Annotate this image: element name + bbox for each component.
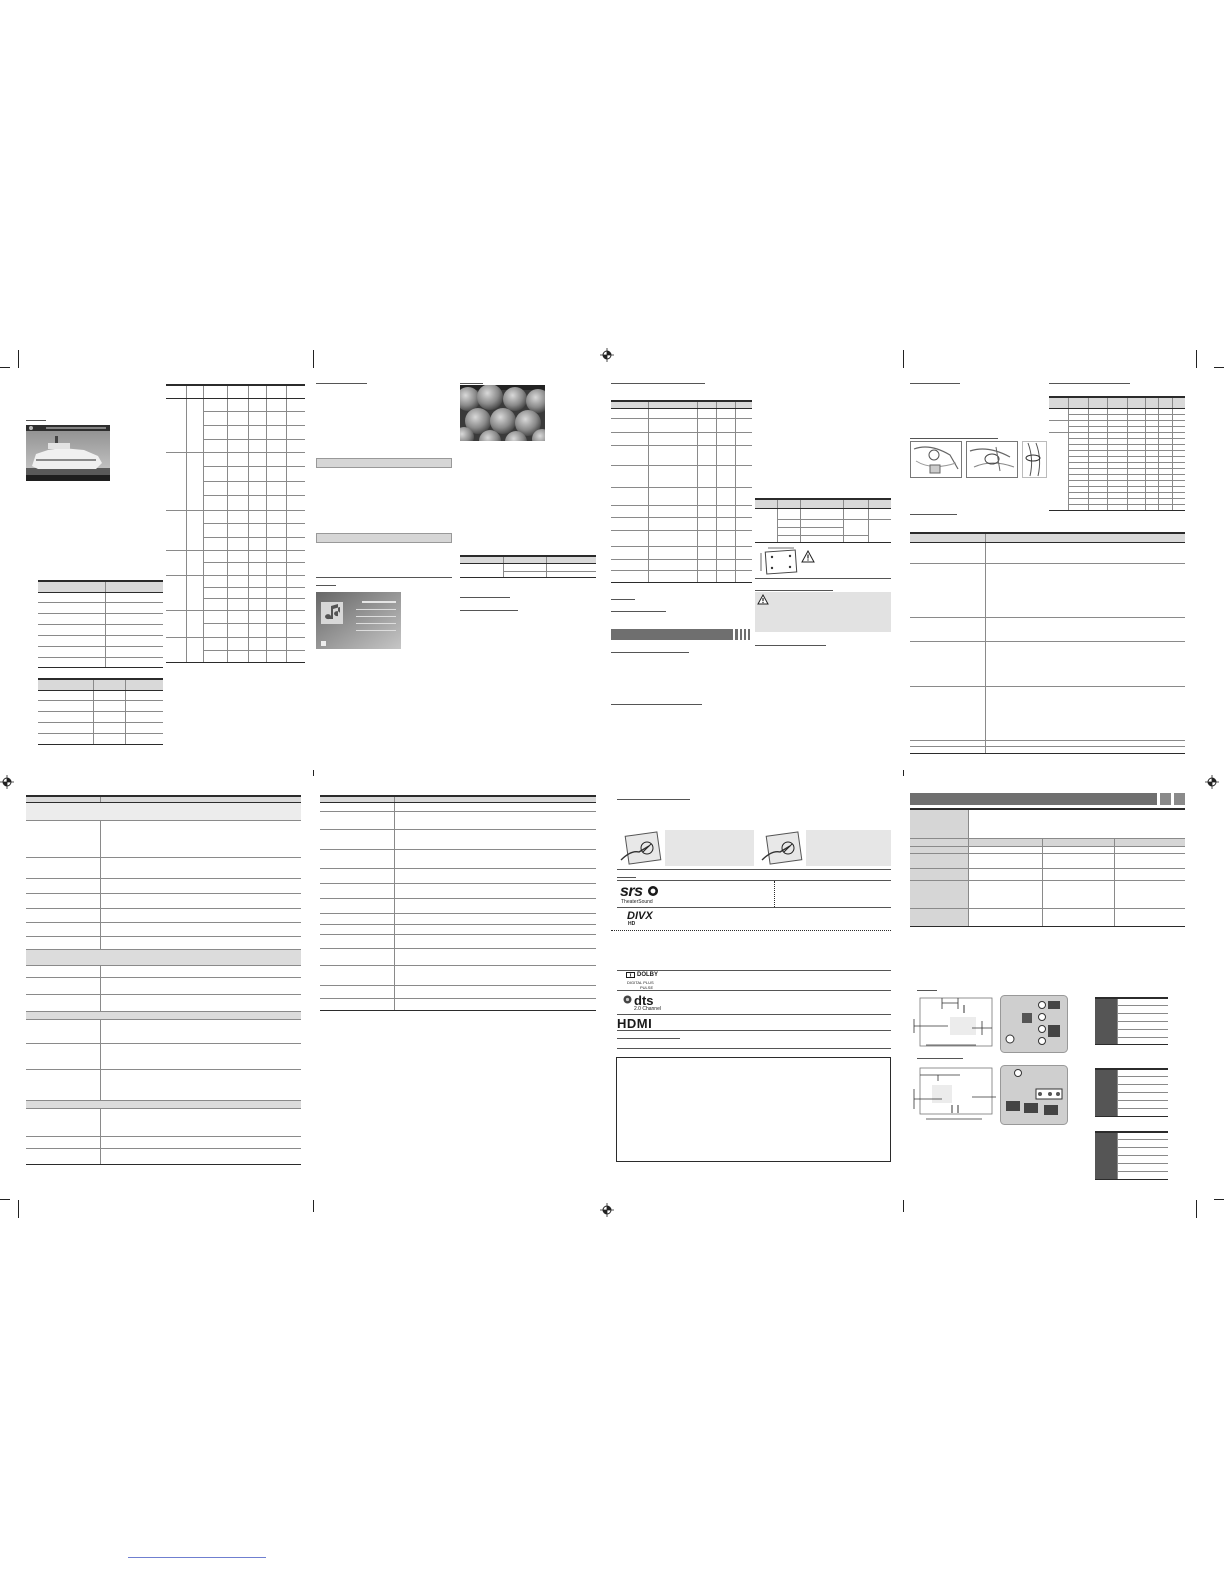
- section-rule: [617, 1014, 891, 1015]
- table-row-rule: [203, 587, 305, 588]
- hdmi-logo-mark: HDMI: [617, 1016, 653, 1031]
- section-heading-underline: [617, 1038, 680, 1039]
- table-top-rule: [755, 498, 891, 500]
- caution-warning-icon: [757, 594, 769, 605]
- table-row-rule: [320, 924, 596, 925]
- table-bottom-rule: [320, 1010, 596, 1011]
- notice-box: [616, 1057, 891, 1162]
- table-column-rule: [716, 400, 717, 583]
- section-heading-underline: [611, 704, 702, 705]
- crop-mark: [903, 350, 904, 368]
- crop-mark: [1214, 367, 1224, 368]
- bottom-left-troubleshooting-table: [26, 795, 301, 1165]
- table-row-rule: [203, 562, 305, 563]
- table-row-rule: [910, 880, 1185, 881]
- table-header-rule: [910, 542, 1185, 543]
- caution-box: [755, 592, 891, 632]
- table-row-rule: [910, 686, 1185, 687]
- table-column-rule: [868, 498, 869, 543]
- table-row-rule: [1068, 474, 1185, 475]
- chapter-title-bar: [910, 793, 1157, 805]
- table-shaded-cell: [1095, 997, 1117, 1045]
- table-row-rule: [320, 934, 596, 935]
- table-row-rule: [38, 613, 163, 614]
- dotted-rule: [611, 930, 891, 931]
- dolby-double-d-icon: [626, 972, 635, 978]
- table-row-rule: [1068, 468, 1185, 469]
- section-rule: [617, 990, 891, 991]
- table-row-rule: [910, 908, 1185, 909]
- table-row-rule: [1117, 1108, 1168, 1109]
- table-column-rule: [1114, 838, 1115, 927]
- table-row-rule: [910, 746, 1185, 747]
- table-row-rule: [1068, 480, 1185, 481]
- table-row-rule: [26, 908, 301, 909]
- table-row-rule: [1068, 456, 1185, 457]
- table-row-rule: [320, 998, 596, 999]
- table-row-rule: [1117, 1147, 1168, 1148]
- section-heading-underline: [917, 990, 937, 991]
- table-row-rule: [38, 657, 163, 658]
- table-row-rule: [503, 571, 596, 572]
- table-top-rule: [910, 532, 1185, 534]
- table-column-rule: [735, 400, 736, 583]
- crop-mark: [313, 1200, 314, 1212]
- chapter-bar-stripe: [740, 629, 742, 640]
- table-row-rule: [38, 711, 163, 712]
- table-column-rule: [648, 400, 649, 583]
- srs-circle-icon: [647, 885, 659, 897]
- table-bottom-rule: [460, 577, 596, 578]
- table-row-rule: [1117, 1013, 1168, 1014]
- table-row-rule: [26, 1019, 301, 1020]
- table-row-rule: [203, 481, 305, 482]
- top-second-small-table: [460, 555, 596, 578]
- dolby-logo-mark: DOLBY: [637, 972, 658, 978]
- table-row-rule: [203, 466, 305, 467]
- section-rule: [755, 578, 891, 579]
- bottom-right-small-table-3: [1095, 1131, 1168, 1180]
- cable-holder-illustration-3: [1022, 441, 1047, 478]
- registration-mark-icon: [0, 775, 14, 789]
- table-bottom-rule: [38, 667, 163, 668]
- table-row-rule: [1068, 414, 1185, 415]
- table-row-rule: [203, 425, 305, 426]
- chapter-bar-block: [1174, 793, 1185, 805]
- table-row-rule: [38, 602, 163, 603]
- table-row-rule: [1117, 1092, 1168, 1093]
- table-row-rule: [26, 1136, 301, 1137]
- crop-mark: [313, 350, 314, 368]
- table-top-rule: [38, 678, 163, 680]
- table-row-rule: [26, 893, 301, 894]
- table-column-rule: [394, 795, 395, 1011]
- table-row-rule: [38, 700, 163, 701]
- table-row-rule: [1068, 504, 1185, 505]
- table-row-rule: [910, 641, 1185, 642]
- table-bottom-rule: [611, 582, 752, 583]
- section-heading-underline: [460, 597, 510, 598]
- section-heading-underline: [910, 383, 960, 384]
- section-heading-underline: [917, 1058, 963, 1059]
- table-top-rule: [1095, 1131, 1168, 1133]
- cruise-ship-photo: [26, 425, 110, 481]
- section-rule: [617, 907, 891, 908]
- crop-mark: [1196, 1200, 1197, 1218]
- table-top-rule: [166, 384, 305, 386]
- table-bottom-rule: [910, 926, 1185, 927]
- table-row-rule: [611, 546, 752, 547]
- table-row-rule: [1068, 462, 1185, 463]
- chapter-title-bar: [611, 629, 733, 640]
- table-row-rule: [320, 868, 596, 869]
- connector-panel-diagram-1: [1000, 995, 1068, 1053]
- table-bottom-rule: [1095, 1179, 1168, 1180]
- table-row-rule: [1068, 438, 1185, 439]
- section-header-bar: [316, 458, 452, 468]
- table-row-rule: [320, 948, 596, 949]
- table-row-rule: [1068, 498, 1185, 499]
- srs-logo-mark: srs: [620, 883, 643, 900]
- table-row-rule: [777, 519, 891, 520]
- table-row-rule: [320, 829, 596, 830]
- table-top-rule: [1049, 396, 1185, 398]
- section-heading-underline: [26, 420, 46, 421]
- top-third-format-table: [611, 400, 752, 583]
- section-heading-underline: [611, 383, 705, 384]
- table-row-rule: [910, 868, 1185, 869]
- apples-photo: [460, 385, 545, 441]
- section-heading-underline: [910, 514, 957, 515]
- table-row-rule: [26, 878, 301, 879]
- table-column-rule: [777, 498, 778, 543]
- table-row-rule: [320, 985, 596, 986]
- section-heading-underline: [316, 383, 367, 384]
- srs-logo-tagline: TheaterSound: [621, 899, 653, 905]
- table-row-rule: [611, 530, 752, 531]
- table-row-rule: [320, 849, 596, 850]
- table-row-rule: [26, 949, 301, 950]
- chapter-bar-stripe: [744, 629, 746, 640]
- section-rule: [617, 1030, 891, 1031]
- table-row-rule: [26, 1100, 301, 1101]
- table-row-rule: [38, 624, 163, 625]
- table-row-rule: [320, 913, 596, 914]
- table-bottom-rule: [755, 542, 891, 543]
- crop-mark: [18, 1200, 19, 1218]
- table-section-band: [26, 1101, 301, 1108]
- table-row-rule: [203, 623, 305, 624]
- table-header-rule: [611, 408, 752, 409]
- table-row-rule: [26, 1148, 301, 1149]
- table-row-rule: [166, 637, 305, 638]
- table-row-rule: [26, 936, 301, 937]
- table-row-rule: [203, 439, 305, 440]
- cable-holder-illustration-1: [910, 441, 962, 478]
- table-row-rule: [320, 811, 596, 812]
- section-heading-underline: [460, 610, 518, 611]
- table-column-rule: [503, 555, 504, 578]
- section-rule: [617, 1048, 891, 1049]
- table-section-band: [26, 803, 301, 820]
- crop-mark: [903, 770, 904, 776]
- table-row-rule: [38, 722, 163, 723]
- bottom-right-spec-table: [910, 808, 1185, 927]
- table-row-rule: [611, 445, 752, 446]
- table-column-rule: [100, 795, 101, 1165]
- table-row-rule: [1068, 426, 1185, 427]
- table-row-rule: [1068, 420, 1185, 421]
- table-row-rule: [1117, 1171, 1168, 1172]
- table-bottom-rule: [910, 753, 1185, 754]
- section-heading-underline: [617, 799, 690, 800]
- section-heading-underline: [316, 585, 336, 586]
- table-row-rule: [1068, 450, 1185, 451]
- dolby-logo: [626, 972, 676, 990]
- crop-mark: [0, 367, 10, 368]
- table-row-rule: [777, 535, 868, 536]
- chapter-bar-stripe: [735, 629, 738, 640]
- table-bottom-rule: [26, 1164, 301, 1165]
- section-rule: [316, 577, 452, 578]
- divx-logo-mark: DIVX: [627, 910, 653, 922]
- table-column-rule: [985, 532, 986, 754]
- top-left-table-a: [38, 580, 163, 668]
- crop-mark: [313, 770, 314, 776]
- table-row-rule: [611, 570, 752, 571]
- table-bottom-rule: [1049, 510, 1185, 511]
- table-shaded-cell: [1095, 1068, 1117, 1117]
- table-bottom-rule: [1095, 1044, 1168, 1045]
- crop-mark: [903, 1200, 904, 1212]
- table-row-rule: [26, 820, 301, 821]
- table-row-rule: [203, 523, 305, 524]
- section-rule: [617, 880, 891, 881]
- table-row-rule: [26, 1069, 301, 1070]
- table-column-rule: [1042, 838, 1043, 927]
- section-heading-underline: [611, 611, 666, 612]
- table-header-rule: [26, 802, 301, 803]
- table-row-rule: [910, 740, 1185, 741]
- section-heading-underline: [755, 590, 833, 591]
- table-column-rule: [800, 498, 801, 543]
- wall-mount-diagram: [758, 545, 800, 578]
- table-row-rule: [611, 517, 752, 518]
- hyperlink-underline[interactable]: [128, 1557, 266, 1558]
- crop-mark: [1214, 1199, 1224, 1200]
- table-top-rule: [611, 400, 752, 402]
- table-row-rule: [26, 1011, 301, 1012]
- table-header-rule: [755, 508, 891, 509]
- dolby-logo-line2: PULSE: [640, 985, 654, 990]
- table-top-rule: [460, 555, 596, 557]
- table-row-rule: [1117, 1076, 1168, 1077]
- table-row-rule: [320, 898, 596, 899]
- table-row-rule: [1068, 492, 1185, 493]
- registration-mark-icon: [1205, 775, 1219, 789]
- dts-logo-sub: 2.0 Channel: [634, 1006, 661, 1012]
- table-bottom-rule: [166, 662, 305, 663]
- section-heading-underline: [611, 599, 635, 600]
- table-row-rule: [611, 505, 752, 506]
- section-rule: [617, 970, 891, 971]
- table-row-rule: [203, 495, 305, 496]
- table-row-rule: [203, 650, 305, 651]
- table-top-rule: [1095, 1068, 1168, 1070]
- table-header-rule: [38, 592, 163, 593]
- chapter-bar-stripe: [748, 629, 750, 640]
- table-row-rule: [166, 510, 305, 511]
- dts-speaker-icon: [623, 995, 633, 1004]
- table-row-rule: [1068, 486, 1185, 487]
- table-column-rule: [843, 498, 844, 543]
- cable-holder-illustration-2: [966, 441, 1018, 478]
- dolby-logo-line1: DIGITAL PLUS: [627, 980, 654, 985]
- table-row-rule: [320, 883, 596, 884]
- crop-mark: [1196, 350, 1197, 368]
- chapter-bar-block: [1160, 793, 1171, 805]
- table-row-rule: [26, 922, 301, 923]
- table-row-rule: [1068, 432, 1185, 433]
- table-row-rule: [166, 452, 305, 453]
- top-right-troubleshooting-table: [910, 532, 1185, 754]
- registration-mark-icon: [600, 348, 614, 362]
- dts-logo-mark: dts: [634, 993, 654, 1008]
- top-third-mount-table: [755, 498, 891, 543]
- top-left-spec-table: [166, 384, 305, 663]
- table-row-rule: [38, 635, 163, 636]
- table-top-rule: [26, 795, 301, 797]
- table-row-rule: [611, 559, 752, 560]
- table-row-rule: [203, 411, 305, 412]
- table-row-rule: [26, 857, 301, 858]
- table-row-rule: [910, 853, 1185, 854]
- table-row-rule: [910, 563, 1185, 564]
- table-column-rule: [186, 384, 187, 663]
- table-header-rule: [460, 563, 596, 564]
- section-header-bar: [316, 533, 452, 543]
- music-player-screenshot: [316, 592, 401, 649]
- table-row-rule: [1117, 1163, 1168, 1164]
- table-top-rule: [1095, 997, 1168, 999]
- table-row-rule: [320, 965, 596, 966]
- table-section-band: [26, 1012, 301, 1019]
- dotted-divider: [774, 881, 775, 907]
- dts-logo: [623, 993, 673, 1013]
- table-row-rule: [38, 646, 163, 647]
- registration-mark-icon: [600, 1203, 614, 1217]
- table-row-rule: [910, 838, 1185, 839]
- section-heading-underline: [611, 652, 689, 653]
- table-top-rule: [38, 580, 163, 582]
- table-bottom-rule: [38, 744, 163, 745]
- table-column-rule: [546, 555, 547, 578]
- table-header-rule: [166, 398, 305, 399]
- table-row-rule: [1117, 1155, 1168, 1156]
- crop-mark: [18, 350, 19, 368]
- table-top-rule: [320, 795, 596, 797]
- tv-dimension-diagram-2: [912, 1065, 996, 1125]
- table-row-rule: [26, 1108, 301, 1109]
- hdmi-logo: [617, 1016, 667, 1030]
- table-row-rule: [26, 977, 301, 978]
- table-section-band: [26, 950, 301, 965]
- section-heading-underline: [460, 383, 483, 384]
- table-header-rule: [320, 802, 596, 803]
- table-row-rule: [1117, 1005, 1168, 1006]
- srs-logo: [620, 882, 680, 906]
- table-row-rule: [611, 418, 752, 419]
- table-row-rule: [910, 617, 1185, 618]
- section-heading-underline: [617, 877, 636, 878]
- table-row-rule: [166, 610, 305, 611]
- bottom-second-troubleshooting-table: [320, 795, 596, 1011]
- table-row-rule: [1117, 1029, 1168, 1030]
- table-row-rule: [611, 432, 752, 433]
- table-row-rule: [1117, 1100, 1168, 1101]
- section-heading-underline: [755, 645, 826, 646]
- tv-dimension-diagram-1: [912, 995, 996, 1053]
- warning-icon: [801, 550, 815, 563]
- bottom-right-small-table-1: [1095, 997, 1168, 1045]
- top-right-resolution-table: [1049, 396, 1185, 511]
- table-column-rule: [697, 400, 698, 583]
- section-heading-underline: [1049, 383, 1130, 384]
- table-header-rule: [1049, 408, 1185, 409]
- table-bottom-rule: [1095, 1116, 1168, 1117]
- crop-mark: [0, 1199, 10, 1200]
- table-row-rule: [166, 575, 305, 576]
- table-row-rule: [203, 537, 305, 538]
- divx-logo-sub: HD: [628, 921, 636, 927]
- bottom-right-small-table-2: [1095, 1068, 1168, 1117]
- table-row-rule: [1117, 1037, 1168, 1038]
- table-row-rule: [777, 527, 843, 528]
- table-row-rule: [1117, 1084, 1168, 1085]
- table-row-rule: [611, 465, 752, 466]
- table-shaded-cell: [910, 838, 1185, 846]
- top-left-table-b: [38, 678, 163, 745]
- table-row-rule: [26, 965, 301, 966]
- connector-panel-diagram-2: [1000, 1065, 1068, 1125]
- table-row-rule: [1068, 444, 1185, 445]
- divx-hd-logo: [627, 910, 667, 928]
- table-row-rule: [166, 550, 305, 551]
- table-row-rule: [26, 994, 301, 995]
- table-row-rule: [1117, 1021, 1168, 1022]
- hand-touch-illustration-1: [617, 830, 665, 866]
- section-rule: [617, 869, 891, 870]
- section-heading-underline: [910, 438, 998, 439]
- hand-touch-illustration-2: [758, 830, 806, 866]
- table-row-rule: [203, 598, 305, 599]
- table-row-rule: [38, 733, 163, 734]
- table-shaded-cell: [1095, 1131, 1117, 1180]
- table-top-rule: [910, 808, 1185, 810]
- table-row-rule: [26, 1043, 301, 1044]
- table-header-rule: [38, 690, 163, 691]
- table-row-rule: [611, 487, 752, 488]
- table-row-rule: [1117, 1139, 1168, 1140]
- table-row-rule: [910, 846, 1185, 847]
